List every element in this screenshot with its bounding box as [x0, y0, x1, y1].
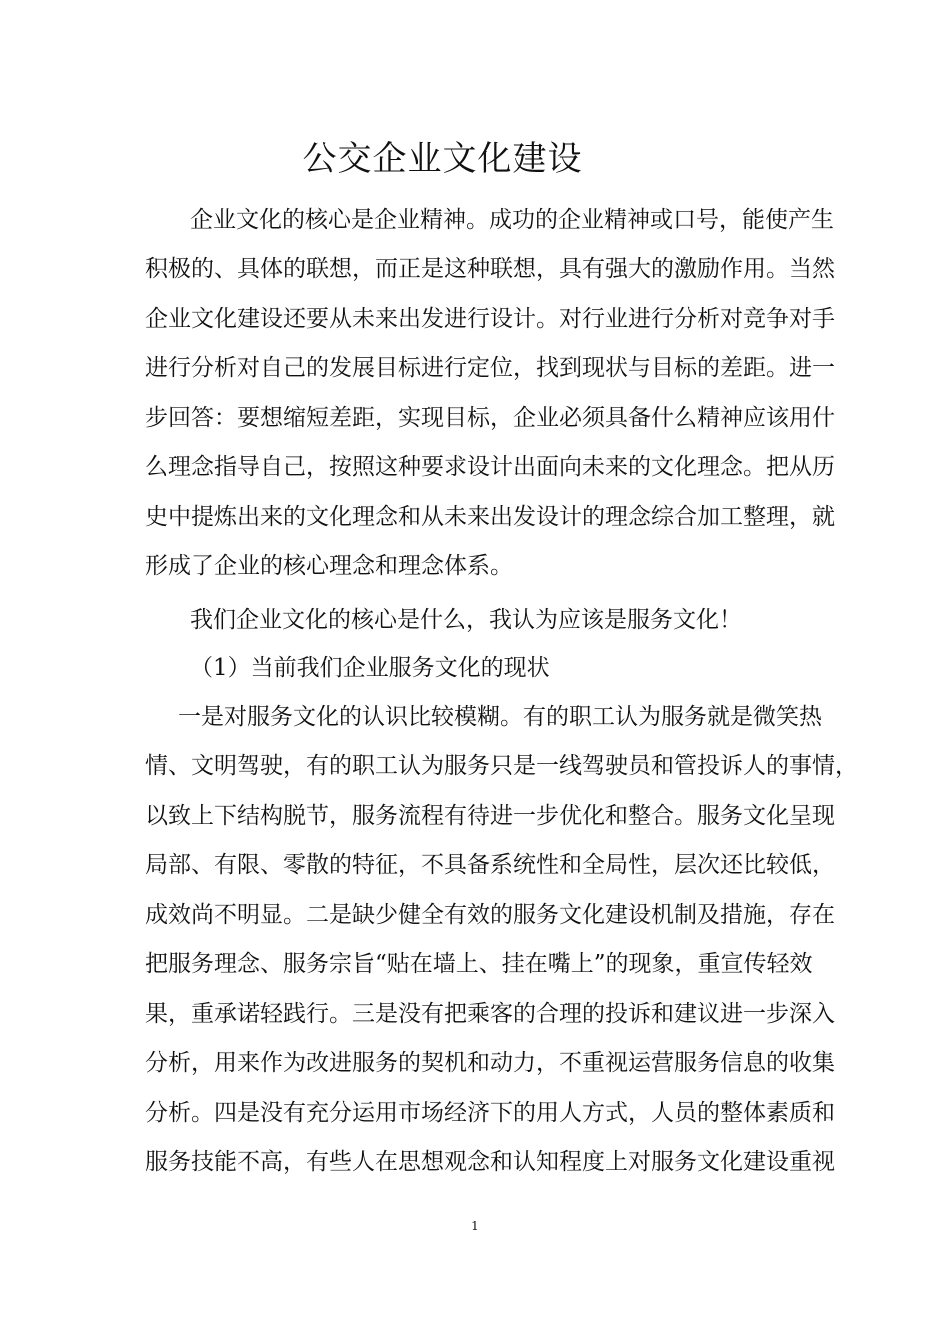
paragraph-3-line-8: 分析，用来作为改进服务的契机和动力，不重视运营服务信息的收集 — [145, 1050, 835, 1076]
paragraph-3-line-2: 情、文明驾驶，有的职工认为服务只是一线驾驶员和管投诉人的事情， — [145, 753, 858, 779]
document-title: 公交企业文化建设 — [302, 139, 583, 179]
page-number: 1 — [471, 1219, 479, 1233]
paragraph-3-line-10: 服务技能不高，有些人在思想观念和认知程度上对服务文化建设重视 — [145, 1149, 835, 1175]
paragraph-1-line-6: 么理念指导自己，按照这种要求设计出面向未来的文化理念。把从历 — [145, 454, 835, 480]
paragraph-1-line-8: 形成了企业的核心理念和理念体系。 — [145, 553, 513, 579]
paragraph-3-line-9: 分析。四是没有充分运用市场经济下的用人方式，人员的整体素质和 — [145, 1100, 835, 1126]
paragraph-1-line-1: 企业文化的核心是企业精神。成功的企业精神或口号，能使产生 — [190, 207, 834, 233]
paragraph-3-line-5: 成效尚不明显。二是缺少健全有效的服务文化建设机制及措施，存在 — [145, 902, 835, 928]
paragraph-3-line-1: 一是对服务文化的认识比较模糊。有的职工认为服务就是微笑热 — [178, 704, 822, 730]
paragraph-2-line-1: 我们企业文化的核心是什么，我认为应该是服务文化！ — [190, 607, 742, 633]
paragraph-1-line-7: 史中提炼出来的文化理念和从未来出发设计的理念综合加工整理，就 — [145, 504, 835, 530]
paragraph-1-line-3: 企业文化建设还要从未来出发进行设计。对行业进行分析对竞争对手 — [145, 306, 835, 332]
paragraph-3-line-6: 把服务理念、服务宗旨“贴在墙上、挂在嘴上”的现象，重宣传轻效 — [145, 951, 813, 977]
section-heading-1: （1）当前我们企业服务文化的现状 — [190, 655, 550, 681]
paragraph-1-line-2: 积极的、具体的联想，而正是这种联想，具有强大的激励作用。当然 — [145, 256, 835, 282]
paragraph-1-line-5: 步回答：要想缩短差距，实现目标，企业必须具备什么精神应该用什 — [145, 405, 835, 431]
paragraph-1-line-4: 进行分析对自己的发展目标进行定位，找到现状与目标的差距。进一 — [145, 355, 835, 381]
paragraph-3-line-3: 以致上下结构脱节，服务流程有待进一步优化和整合。服务文化呈现 — [145, 803, 835, 829]
paragraph-3-line-7: 果，重承诺轻践行。三是没有把乘客的合理的投诉和建议进一步深入 — [145, 1001, 835, 1027]
paragraph-3-line-4: 局部、有限、零散的特征，不具备系统性和全局性，层次还比较低， — [145, 852, 835, 878]
